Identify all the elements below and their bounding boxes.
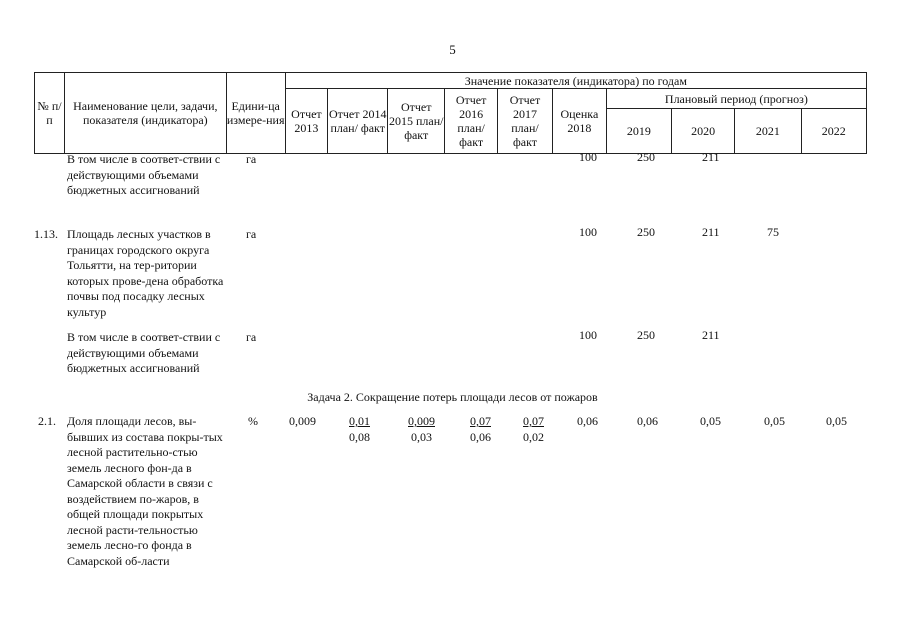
row-2019: 250 bbox=[637, 328, 655, 342]
value-2021: 0,05 bbox=[764, 414, 785, 428]
row-2018: 100 bbox=[579, 150, 597, 164]
row-number: 2.1. bbox=[38, 414, 56, 428]
value-2016-fact: 0,06 bbox=[470, 430, 491, 444]
header-2015: Отчет 2015 план/ факт bbox=[388, 89, 445, 154]
row-2021: 75 bbox=[767, 225, 779, 239]
row-2019: 250 bbox=[637, 150, 655, 164]
value-2014-plan: 0,01 bbox=[349, 414, 370, 428]
header-values-group: Значение показателя (индикатора) по годам bbox=[285, 73, 866, 89]
header-2021: 2021 bbox=[735, 109, 801, 154]
value-2015-plan: 0,009 bbox=[408, 414, 435, 428]
header-2014: Отчет 2014 план/ факт bbox=[328, 89, 388, 154]
value-2014-fact: 0,08 bbox=[349, 430, 370, 444]
row-2018: 100 bbox=[579, 225, 597, 239]
row-2020: 211 bbox=[702, 328, 720, 342]
row-name: Площадь лесных участков в границах городского округа Тольятти, на тер-ритории которых прове-дена обработка почвы под посадку лесных культур bbox=[67, 227, 224, 319]
value-2018: 0,06 bbox=[577, 414, 598, 428]
table-header bbox=[34, 72, 867, 154]
page-number: 5 bbox=[449, 42, 456, 57]
row-unit: га bbox=[246, 227, 257, 241]
value-2020: 0,05 bbox=[700, 414, 721, 428]
value-2019: 0,06 bbox=[637, 414, 658, 428]
value-2017-fact: 0,02 bbox=[523, 430, 544, 444]
value-2013: 0,009 bbox=[289, 414, 316, 428]
value-2022: 0,05 bbox=[826, 414, 847, 428]
header-2017: Отчет 2017 план/ факт bbox=[498, 89, 553, 154]
header-2013: Отчет 2013 bbox=[285, 89, 327, 154]
header-unit: Едини-ца измере-ния bbox=[226, 73, 285, 154]
header-2018: Оценка 2018 bbox=[552, 89, 606, 154]
header-2016: Отчет 2016 план/ факт bbox=[445, 89, 498, 154]
value-2017-plan: 0,07 bbox=[523, 414, 544, 428]
row-number: 1.13. bbox=[34, 227, 58, 241]
row-name: В том числе в соответ-ствии с действующими объемами бюджетных ассигнований bbox=[67, 330, 221, 375]
header-2022: 2022 bbox=[801, 109, 866, 154]
task-2-title: Задача 2. Сокращение потерь площади лесов от пожаров bbox=[307, 390, 598, 404]
header-2019: 2019 bbox=[606, 109, 671, 154]
row-name: В том числе в соответ-ствии с действующими объемами бюджетных ассигнований bbox=[67, 152, 221, 197]
value-2015-fact: 0,03 bbox=[411, 430, 432, 444]
row-unit: га bbox=[246, 152, 257, 166]
header-name: Наименование цели, задачи, показателя (индикатора) bbox=[65, 73, 227, 154]
header-planned: Плановый период (прогноз) bbox=[606, 89, 866, 109]
header-2020: 2020 bbox=[672, 109, 735, 154]
row-2019: 250 bbox=[637, 225, 655, 239]
row-unit: га bbox=[246, 330, 257, 344]
row-2020: 211 bbox=[702, 150, 720, 164]
row-2018: 100 bbox=[579, 328, 597, 342]
row-name: Доля площади лесов, вы-бывших из состава покры-тых лесной растительно-стью земель лесного фон-да в Самарской области в связи с воздействием по-жаров, в общей площади покрытых лесной расти-тельностью земель лесно-го фонда в Самарской об-ласти bbox=[67, 414, 223, 568]
header-num: № п/п bbox=[35, 73, 65, 154]
row-unit: % bbox=[248, 414, 258, 428]
row-2020: 211 bbox=[702, 225, 720, 239]
value-2016-plan: 0,07 bbox=[470, 414, 491, 428]
